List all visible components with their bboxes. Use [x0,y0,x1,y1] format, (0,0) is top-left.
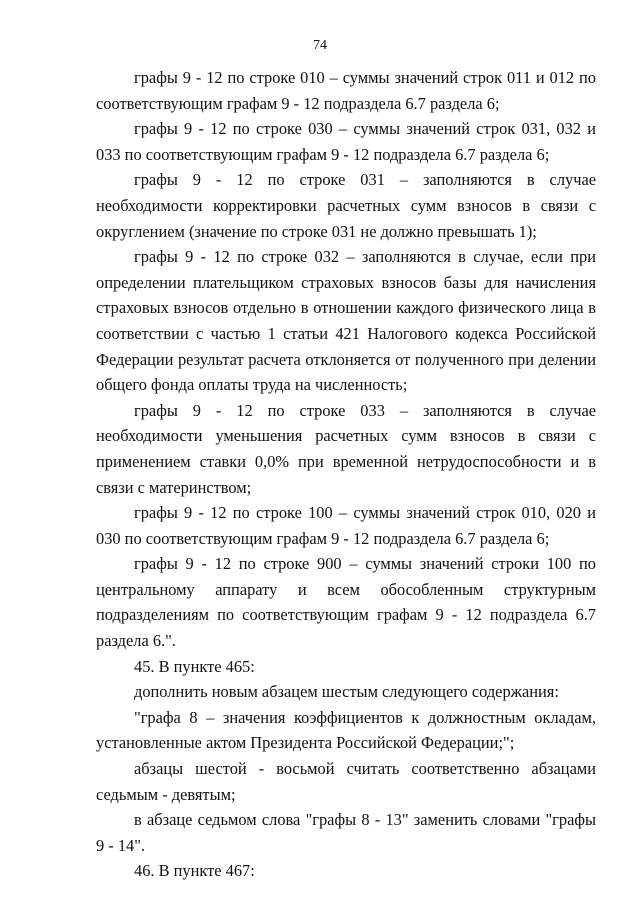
paragraph-renumber: абзацы шестой - восьмой считать соответственно абзацами седьмым - девятым; [96,759,596,804]
paragraph-line-030: графы 9 - 12 по строке 030 – суммы значений строк 031, 032 и 033 по соответствующим графам 9 - 12 подраздела 6.7 раздела 6; [96,119,596,164]
paragraph-line-032: графы 9 - 12 по строке 032 – заполняются в случае, если при определении плательщиком страховых взносов базы для начисления страховых взносов отдельно в отношении каждого физического лица в соответствии с частью 1 статьи 421 Налогового кодекса Российской Федерации результат расчета отклоняется от полученного при делении общего фонда оплаты труда на численность; [96,247,596,395]
section-heading-46: 46. В пункте 467: [134,861,255,881]
paragraph-line-100: графы 9 - 12 по строке 100 – суммы значений строк 010, 020 и 030 по соответствующим графам 9 - 12 подраздела 6.7 раздела 6; [96,503,596,548]
document-body [96,65,596,884]
paragraph-line-010: графы 9 - 12 по строке 010 – суммы значений строк 011 и 012 по соответствующим графам 9 - 12 подраздела 6.7 раздела 6; [96,68,596,113]
paragraph-column-8: "графа 8 – значения коэффициентов к должностным окладам, установленные актом Президента Российской Федерации;"; [96,707,596,753]
section-heading-45: 45. В пункте 465: [134,656,255,676]
paragraph-line-031: графы 9 - 12 по строке 031 – заполняются в случае необходимости корректировки расчетных сумм взносов в связи с округлением (значение по строке 031 не должно превышать 1); [96,170,596,241]
paragraph-line-900: графы 9 - 12 по строке 900 – суммы значений строки 100 по центральному аппарату и всем обособленным структурным подразделениям по соответствующим графам 9 - 12 подраздела 6.7 раздела 6.". [96,554,596,651]
paragraph-add-sixth: дополнить новым абзацем шестым следующего содержания: [134,682,559,702]
paragraph-line-033: графы 9 - 12 по строке 033 – заполняются в случае необходимости уменьшения расчетных сумм взносов в связи с применением ставки 0,0% при временной нетрудоспособности и в связи с материнством; [96,400,596,497]
paragraph-replace-words: в абзаце седьмом слова "графы 8 - 13" заменить словами "графы 9 - 14". [96,810,596,855]
page-number: 74 [313,38,327,53]
